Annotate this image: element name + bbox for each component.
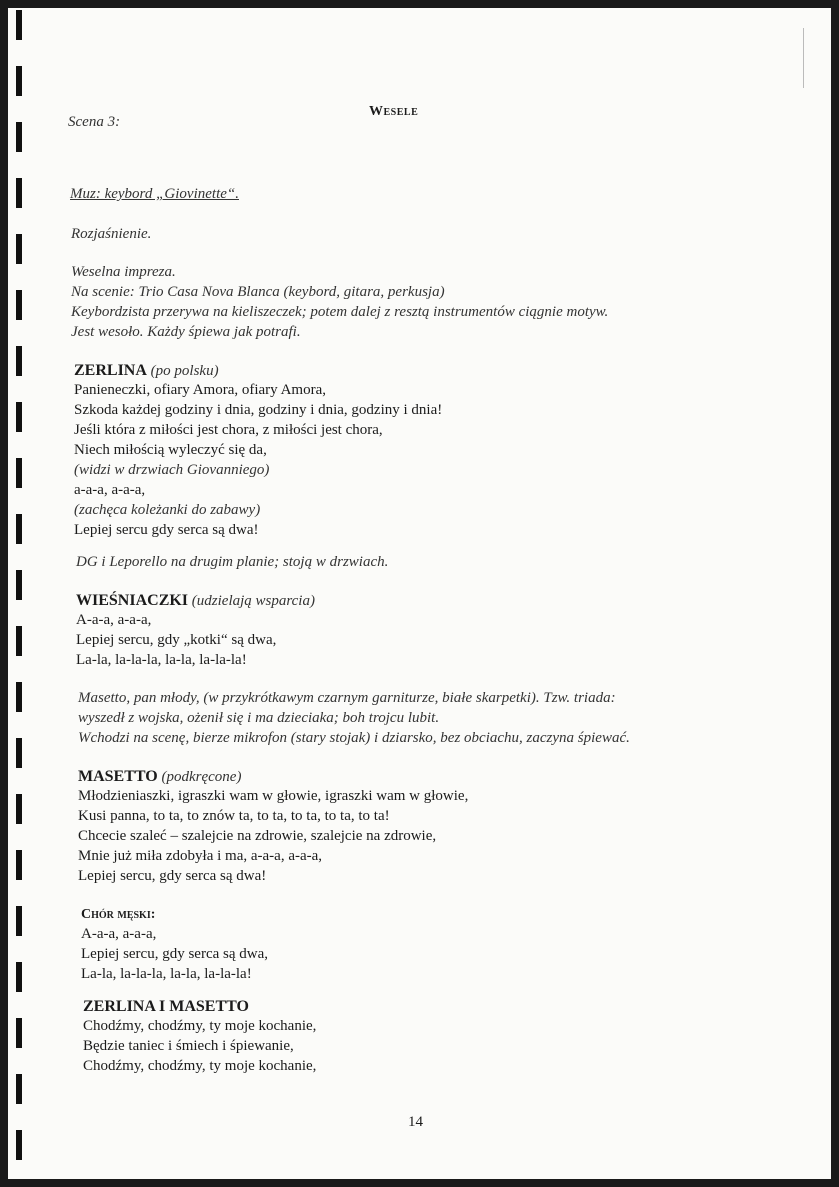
- lighting-cue: Rozjaśnienie.: [71, 226, 152, 242]
- stage-direction-line: wyszedł z wojska, ożenił się i ma dzieciaka; boh trojcu lubit.: [78, 710, 440, 726]
- speaker-name: WIEŚNIACZKI: [76, 592, 189, 609]
- page-sheet: [8, 8, 831, 1179]
- lyric-line: Będzie taniec i śmiech i śpiewanie,: [83, 1038, 294, 1054]
- lyric-line: A-a-a, a-a-a,: [81, 926, 157, 942]
- stage-direction-line: Wchodzi na scenę, bierze mikrofon (stary stojak) i dziarsko, bez obciachu, zaczyna śpiewać.: [78, 730, 630, 746]
- lyric-line: Lepiej sercu, gdy serca są dwa,: [81, 946, 269, 962]
- lyric-line: La-la, la-la-la, la-la, la-la-la!: [76, 652, 247, 668]
- speaker-name: ZERLINA I MASETTO: [83, 998, 249, 1015]
- lyric-line: Lepiej sercu, gdy serca są dwa!: [78, 868, 267, 884]
- lyric-line: La-la, la-la-la, la-la, la-la-la!: [81, 966, 252, 982]
- lyric-line: Chcecie szaleć – szalejcie na zdrowie, szalejcie na zdrowie,: [78, 828, 437, 844]
- lyric-line: Panieneczki, ofiary Amora, ofiary Amora,: [74, 382, 326, 398]
- speaker-name: Chór męski:: [81, 907, 156, 922]
- lyric-line: Mnie już miła zdobyła i ma, a-a-a, a-a-a,: [78, 848, 323, 864]
- lyric-line: A-a-a, a-a-a,: [76, 612, 152, 628]
- lyric-line: Chodźmy, chodźmy, ty moje kochanie,: [83, 1018, 317, 1034]
- binding-holes: [16, 8, 30, 1179]
- speaker-heading: [74, 360, 219, 382]
- stage-direction-line: DG i Leporello na drugim planie; stoją w drzwiach.: [76, 554, 389, 570]
- scan-mark: [803, 28, 804, 88]
- speaker-heading: [76, 590, 315, 612]
- lyric-line: Szkoda każdej godziny i dnia, godziny i dnia, godziny i dnia!: [74, 402, 443, 418]
- speaker-name: ZERLINA: [74, 362, 147, 379]
- page-number: 14: [408, 1114, 423, 1130]
- lyric-line: Jeśli która z miłości jest chora, z miłości jest chora,: [74, 422, 383, 438]
- stage-direction-inline: (zachęca koleżanki do zabawy): [74, 502, 261, 518]
- stage-direction-line: Weselna impreza.: [71, 264, 176, 280]
- stage-direction-line: Na scenie: Trio Casa Nova Blanca (keybord, gitara, perkusja): [71, 284, 445, 300]
- stage-direction-inline: (widzi w drzwiach Giovanniego): [74, 462, 270, 478]
- stage-direction-line: Jest wesoło. Każdy śpiewa jak potrafi.: [71, 324, 301, 340]
- stage-direction-line: Keybordzista przerywa na kieliszeczek; potem dalej z resztą instrumentów ciągnie motyw.: [71, 304, 609, 320]
- speaker-heading: [78, 766, 241, 788]
- speaker-note: (po polsku): [150, 363, 219, 379]
- lyric-line: Młodzieniaszki, igraszki wam w głowie, igraszki wam w głowie,: [78, 788, 469, 804]
- lyric-line: Chodźmy, chodźmy, ty moje kochanie,: [83, 1058, 317, 1074]
- lyric-line: Niech miłością wyleczyć się da,: [74, 442, 267, 458]
- speaker-note: (podkręcone): [161, 769, 242, 785]
- scene-label: Scena 3:: [68, 114, 121, 130]
- lyric-line: Lepiej sercu, gdy „kotki“ są dwa,: [76, 632, 277, 648]
- scene-title: Wesele: [369, 104, 419, 119]
- stage-direction-line: Masetto, pan młody, (w przykrótkawym czarnym garniturze, białe skarpetki). Tzw. triada:: [78, 690, 616, 706]
- lyric-line: Lepiej sercu gdy serca są dwa!: [74, 522, 259, 538]
- speaker-name: MASETTO: [78, 768, 158, 785]
- lyric-line: Kusi panna, to ta, to znów ta, to ta, to ta, to ta, to ta!: [78, 808, 390, 824]
- speaker-note: (udzielają wsparcia): [191, 593, 315, 609]
- music-cue: Muz: keybord „Giovinette“.: [70, 186, 239, 202]
- lyric-line: a-a-a, a-a-a,: [74, 482, 146, 498]
